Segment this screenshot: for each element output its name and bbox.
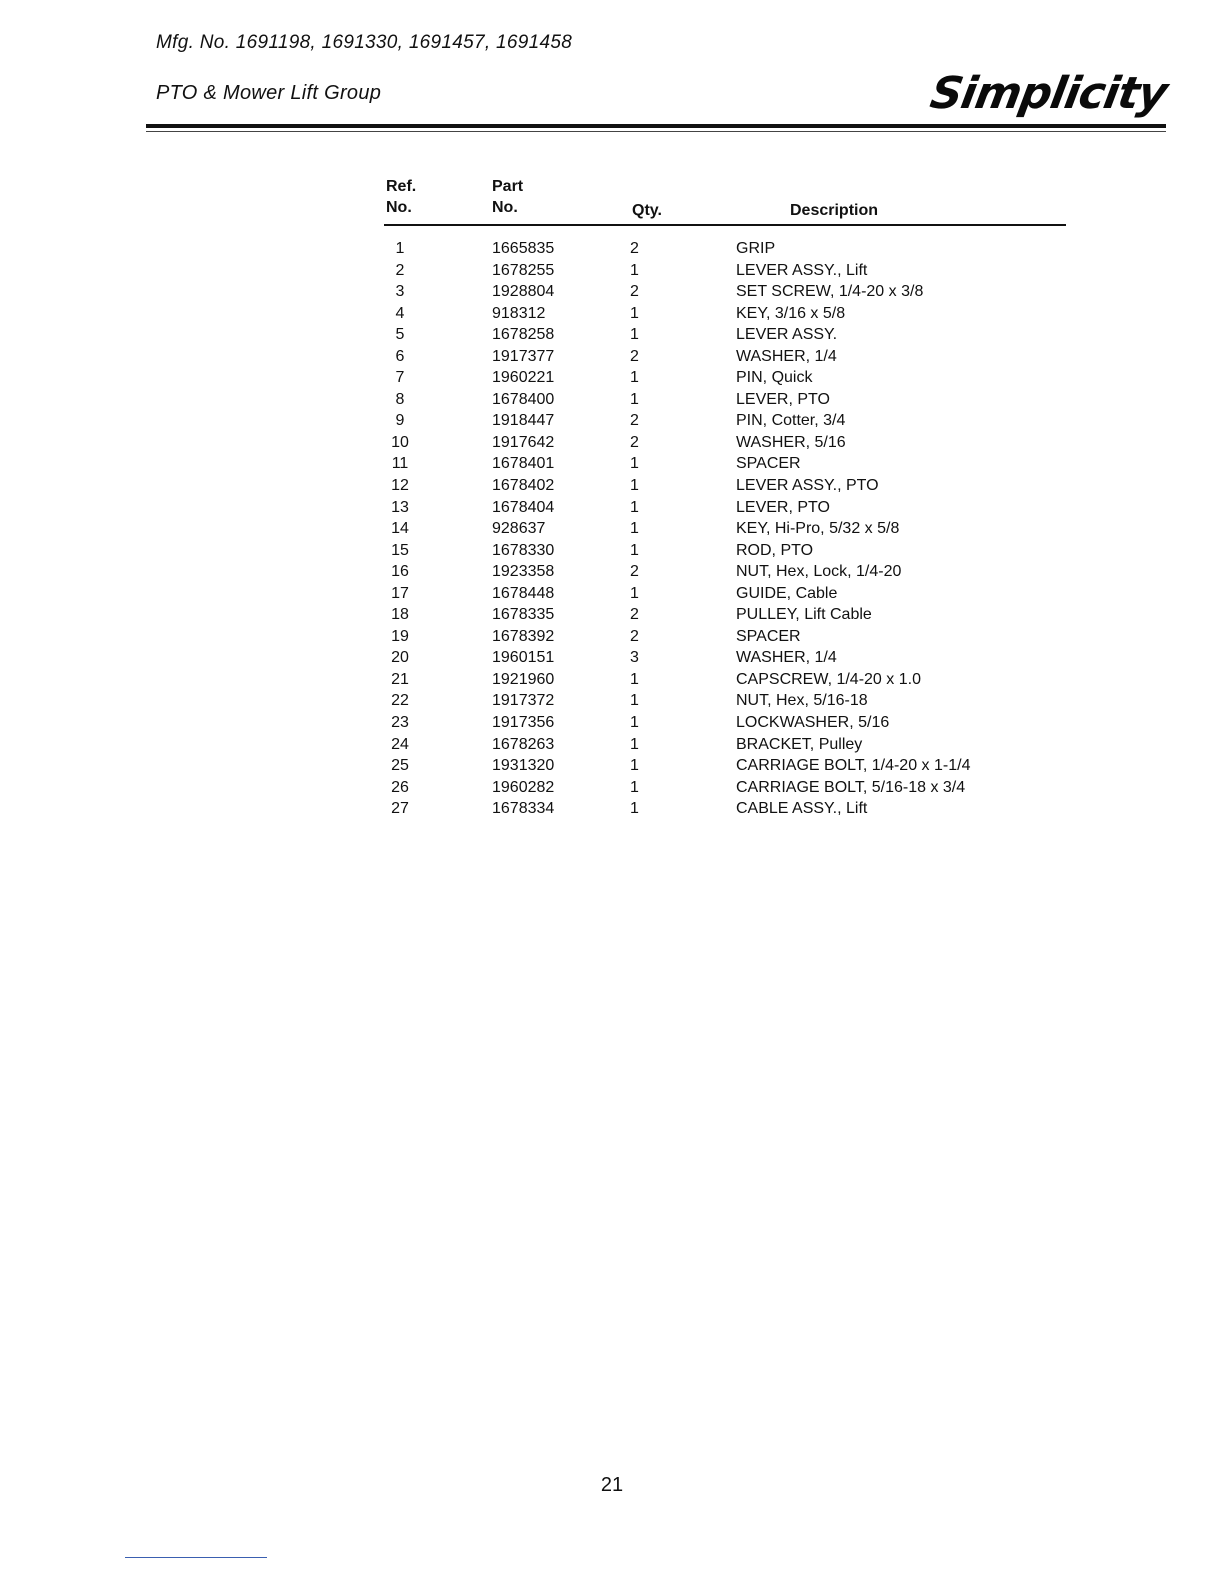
part-number: 1960221 — [492, 369, 555, 387]
header-description: Description — [790, 202, 879, 219]
quantity: 2 — [630, 627, 639, 645]
group-title: PTO & Mower Lift Group — [156, 82, 382, 104]
ref-number: 13 — [391, 498, 409, 516]
description: PIN, Cotter, 3/4 — [736, 412, 846, 430]
quantity: 1 — [630, 477, 639, 495]
table-row — [384, 346, 1066, 368]
description: CARRIAGE BOLT, 5/16-18 x 3/4 — [736, 778, 966, 796]
page-number: 21 — [600, 1474, 624, 1496]
quantity: 2 — [630, 606, 639, 624]
part-number: 1931320 — [492, 757, 555, 775]
part-number: 1678255 — [492, 261, 555, 279]
part-number: 1923358 — [492, 563, 555, 581]
table-row — [384, 367, 1066, 389]
quantity: 1 — [630, 369, 639, 387]
quantity: 2 — [630, 283, 639, 301]
header-ref-line1: Ref. — [386, 178, 417, 195]
description: GUIDE, Cable — [736, 584, 838, 602]
description: WASHER, 1/4 — [736, 649, 837, 667]
part-number: 1917372 — [492, 692, 555, 710]
quantity: 1 — [630, 520, 639, 538]
table-row — [384, 604, 1066, 626]
part-number: 1960282 — [492, 778, 555, 796]
table-row — [384, 669, 1066, 691]
description: NUT, Hex, 5/16-18 — [736, 692, 868, 710]
description: KEY, 3/16 x 5/8 — [736, 304, 846, 322]
quantity: 1 — [630, 498, 639, 516]
table-row — [384, 324, 1066, 346]
table-row — [384, 260, 1066, 282]
description: NUT, Hex, Lock, 1/4-20 — [736, 563, 902, 581]
ref-number: 7 — [395, 369, 405, 387]
quantity: 1 — [630, 304, 639, 322]
part-number: 1678392 — [492, 627, 555, 645]
header-rule-thin — [146, 131, 1166, 132]
header-part-no — [492, 176, 523, 218]
description: SPACER — [736, 455, 801, 473]
ref-number: 19 — [391, 627, 409, 645]
header-ref-no — [386, 176, 416, 218]
quantity: 1 — [630, 670, 639, 688]
ref-number: 9 — [395, 412, 405, 430]
part-number: 1917377 — [492, 347, 555, 365]
ref-number: 21 — [391, 670, 409, 688]
description: PULLEY, Lift Cable — [736, 606, 872, 624]
part-number: 1678401 — [492, 455, 555, 473]
description: PIN, Quick — [736, 369, 813, 387]
part-number: 1917642 — [492, 433, 555, 451]
ref-number: 17 — [391, 584, 409, 602]
description: LOCKWASHER, 5/16 — [736, 714, 890, 732]
part-number: 928637 — [492, 520, 546, 538]
table-row — [384, 755, 1066, 777]
header-qty: Qty. — [632, 202, 662, 219]
part-number: 1678334 — [492, 800, 555, 818]
table-row — [384, 432, 1066, 454]
table-body — [384, 226, 1066, 820]
quantity: 2 — [630, 240, 639, 257]
description: SET SCREW, 1/4-20 x 3/8 — [736, 283, 924, 301]
header-ref-line2: No. — [386, 199, 412, 216]
table-header — [384, 176, 1066, 226]
table-row — [384, 690, 1066, 712]
part-number: 1678402 — [492, 477, 555, 495]
quantity: 2 — [630, 347, 639, 365]
table-row — [384, 497, 1066, 519]
quantity: 2 — [630, 412, 639, 430]
ref-number: 20 — [391, 649, 409, 667]
part-number: 1678263 — [492, 735, 555, 753]
quantity: 1 — [630, 692, 639, 710]
quantity: 2 — [630, 433, 639, 451]
part-number: 918312 — [492, 304, 546, 322]
quantity: 1 — [630, 800, 639, 818]
description: LEVER ASSY., PTO — [736, 477, 879, 495]
ref-number: 16 — [391, 563, 409, 581]
quantity: 1 — [630, 326, 639, 344]
quantity: 1 — [630, 455, 639, 473]
ref-number: 23 — [391, 714, 409, 732]
part-number: 1678448 — [492, 584, 555, 602]
quantity: 1 — [630, 390, 639, 408]
quantity: 1 — [630, 714, 639, 732]
part-number: 1928804 — [492, 283, 555, 301]
table-row — [384, 777, 1066, 799]
table-row — [384, 647, 1066, 669]
ref-number: 14 — [391, 520, 409, 538]
header-rule — [146, 124, 1166, 128]
description: CARRIAGE BOLT, 1/4-20 x 1-1/4 — [736, 757, 971, 775]
description: SPACER — [736, 627, 801, 645]
ref-number: 6 — [395, 347, 405, 365]
ref-number: 26 — [391, 778, 409, 796]
ref-number: 10 — [391, 433, 409, 451]
ref-number: 24 — [391, 735, 409, 753]
description: CABLE ASSY., Lift — [736, 800, 868, 818]
table-row — [384, 410, 1066, 432]
table-row — [384, 389, 1066, 411]
table-row — [384, 583, 1066, 605]
table-row — [384, 281, 1066, 303]
quantity: 1 — [630, 757, 639, 775]
ref-number: 11 — [391, 455, 409, 473]
description: LEVER ASSY. — [736, 326, 838, 344]
quantity: 1 — [630, 584, 639, 602]
table-row — [384, 303, 1066, 325]
description: LEVER, PTO — [736, 498, 830, 516]
mfg-numbers: Mfg. No. 1691198, 1691330, 1691457, 1691458 — [156, 32, 573, 53]
table-row — [384, 475, 1066, 497]
description: WASHER, 5/16 — [736, 433, 846, 451]
description: BRACKET, Pulley — [736, 735, 863, 753]
quantity: 1 — [630, 735, 639, 753]
part-number: 1918447 — [492, 412, 555, 430]
description: ROD, PTO — [736, 541, 814, 559]
description: WASHER, 1/4 — [736, 347, 837, 365]
ref-number: 22 — [391, 692, 409, 710]
header-part-line1: Part — [492, 178, 524, 195]
table-row — [384, 626, 1066, 648]
ref-number: 15 — [391, 541, 409, 559]
table-row — [384, 798, 1066, 820]
table-row — [384, 518, 1066, 540]
part-number: 1960151 — [492, 649, 555, 667]
part-number: 1917356 — [492, 714, 555, 732]
parts-table — [384, 176, 1066, 820]
ref-number: 2 — [395, 261, 405, 279]
quantity: 1 — [630, 541, 639, 559]
part-number: 1678335 — [492, 606, 555, 624]
quantity: 3 — [630, 649, 639, 667]
table-row — [384, 734, 1066, 756]
ref-number: 18 — [391, 606, 409, 624]
table-row — [384, 561, 1066, 583]
part-number: 1665835 — [492, 240, 555, 257]
ref-number: 27 — [391, 800, 409, 818]
brand-logo: Simplicity — [926, 68, 1171, 119]
table-row — [384, 238, 1066, 260]
ref-number: 5 — [395, 326, 405, 344]
description: CAPSCREW, 1/4-20 x 1.0 — [736, 670, 921, 688]
ref-number: 1 — [395, 240, 405, 257]
description: LEVER ASSY., Lift — [736, 261, 868, 279]
quantity: 1 — [630, 778, 639, 796]
footer-rule — [125, 1557, 267, 1558]
table-row — [384, 453, 1066, 475]
table-row — [384, 540, 1066, 562]
part-number: 1678258 — [492, 326, 555, 344]
part-number: 1678400 — [492, 390, 555, 408]
header-part-line2: No. — [492, 199, 518, 216]
description: KEY, Hi-Pro, 5/32 x 5/8 — [736, 520, 900, 538]
ref-number: 4 — [395, 304, 405, 322]
ref-number: 3 — [395, 283, 405, 301]
part-number: 1678330 — [492, 541, 555, 559]
part-number: 1921960 — [492, 670, 555, 688]
ref-number: 25 — [391, 757, 409, 775]
quantity: 2 — [630, 563, 639, 581]
description: LEVER, PTO — [736, 390, 830, 408]
quantity: 1 — [630, 261, 639, 279]
part-number: 1678404 — [492, 498, 555, 516]
ref-number: 12 — [391, 477, 409, 495]
description: GRIP — [736, 240, 776, 257]
table-row — [384, 712, 1066, 734]
ref-number: 8 — [395, 390, 405, 408]
